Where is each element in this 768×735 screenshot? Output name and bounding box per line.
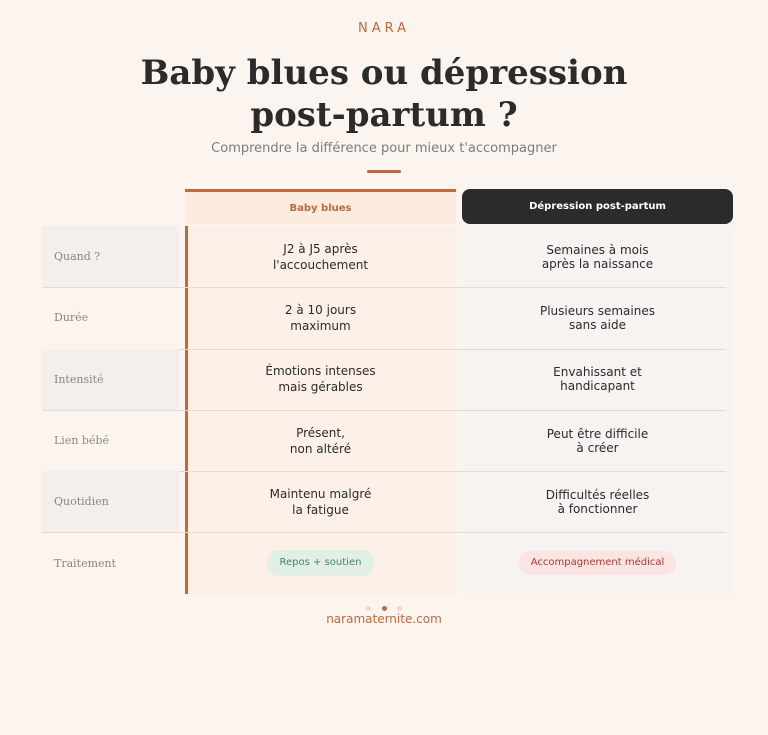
title-line-1: Baby blues ou dépression xyxy=(140,53,628,93)
cell-baby-blues xyxy=(185,532,456,593)
accent-divider xyxy=(367,170,401,173)
comparison-table xyxy=(42,226,733,594)
cell-baby-blues: 2 à 10 jours maximum xyxy=(284,302,357,333)
cell-baby-blues: Présent, non altéré xyxy=(289,425,352,456)
cell-depression: Semaines à mois après la naissance xyxy=(541,242,654,271)
footer-website: naramaternite.com xyxy=(326,612,442,626)
column-header-baby-blues: Baby blues xyxy=(185,189,456,224)
treatment-badge-medical: Accompagnement médical xyxy=(519,551,677,575)
column-header-depression: Dépression post-partum xyxy=(462,189,733,224)
pagination-dots xyxy=(366,605,402,611)
pagination-dot[interactable] xyxy=(397,606,402,611)
row-label: Quotidien xyxy=(42,471,179,532)
row-label: Intensité xyxy=(42,349,179,410)
table-row xyxy=(42,410,733,471)
title-line-2: post-partum ? xyxy=(250,95,518,135)
pagination-dot-active[interactable] xyxy=(382,606,387,611)
cell-baby-blues: Émotions intenses mais gérables xyxy=(265,364,376,395)
table-row xyxy=(42,532,733,593)
table-row xyxy=(42,287,733,348)
page-subtitle: Comprendre la différence pour mieux t'accompagner xyxy=(211,141,557,156)
row-label: Durée xyxy=(54,311,89,325)
brand-name: NARA xyxy=(357,21,411,36)
table-row xyxy=(42,226,733,287)
row-label: Quand ? xyxy=(42,226,179,287)
row-label: Lien bébé xyxy=(54,434,110,448)
treatment-badge-rest: Repos + soutien xyxy=(267,550,375,576)
cell-depression: Plusieurs semaines sans aide xyxy=(539,303,655,332)
cell-depression: Peut être difficile à créer xyxy=(546,426,649,455)
cell-depression: Difficultés réelles à fonctionner xyxy=(545,487,650,516)
pagination-dot[interactable] xyxy=(366,606,371,611)
cell-baby-blues: Maintenu malgré la fatigue xyxy=(269,486,372,517)
cell-depression: Envahissant et handicapant xyxy=(553,365,642,394)
page-title xyxy=(0,52,768,136)
table-row xyxy=(42,471,733,532)
table-row xyxy=(42,349,733,410)
cell-baby-blues: J2 à J5 après l'accouchement xyxy=(272,241,369,272)
row-label: Traitement xyxy=(54,556,117,570)
cell-depression xyxy=(462,532,733,593)
